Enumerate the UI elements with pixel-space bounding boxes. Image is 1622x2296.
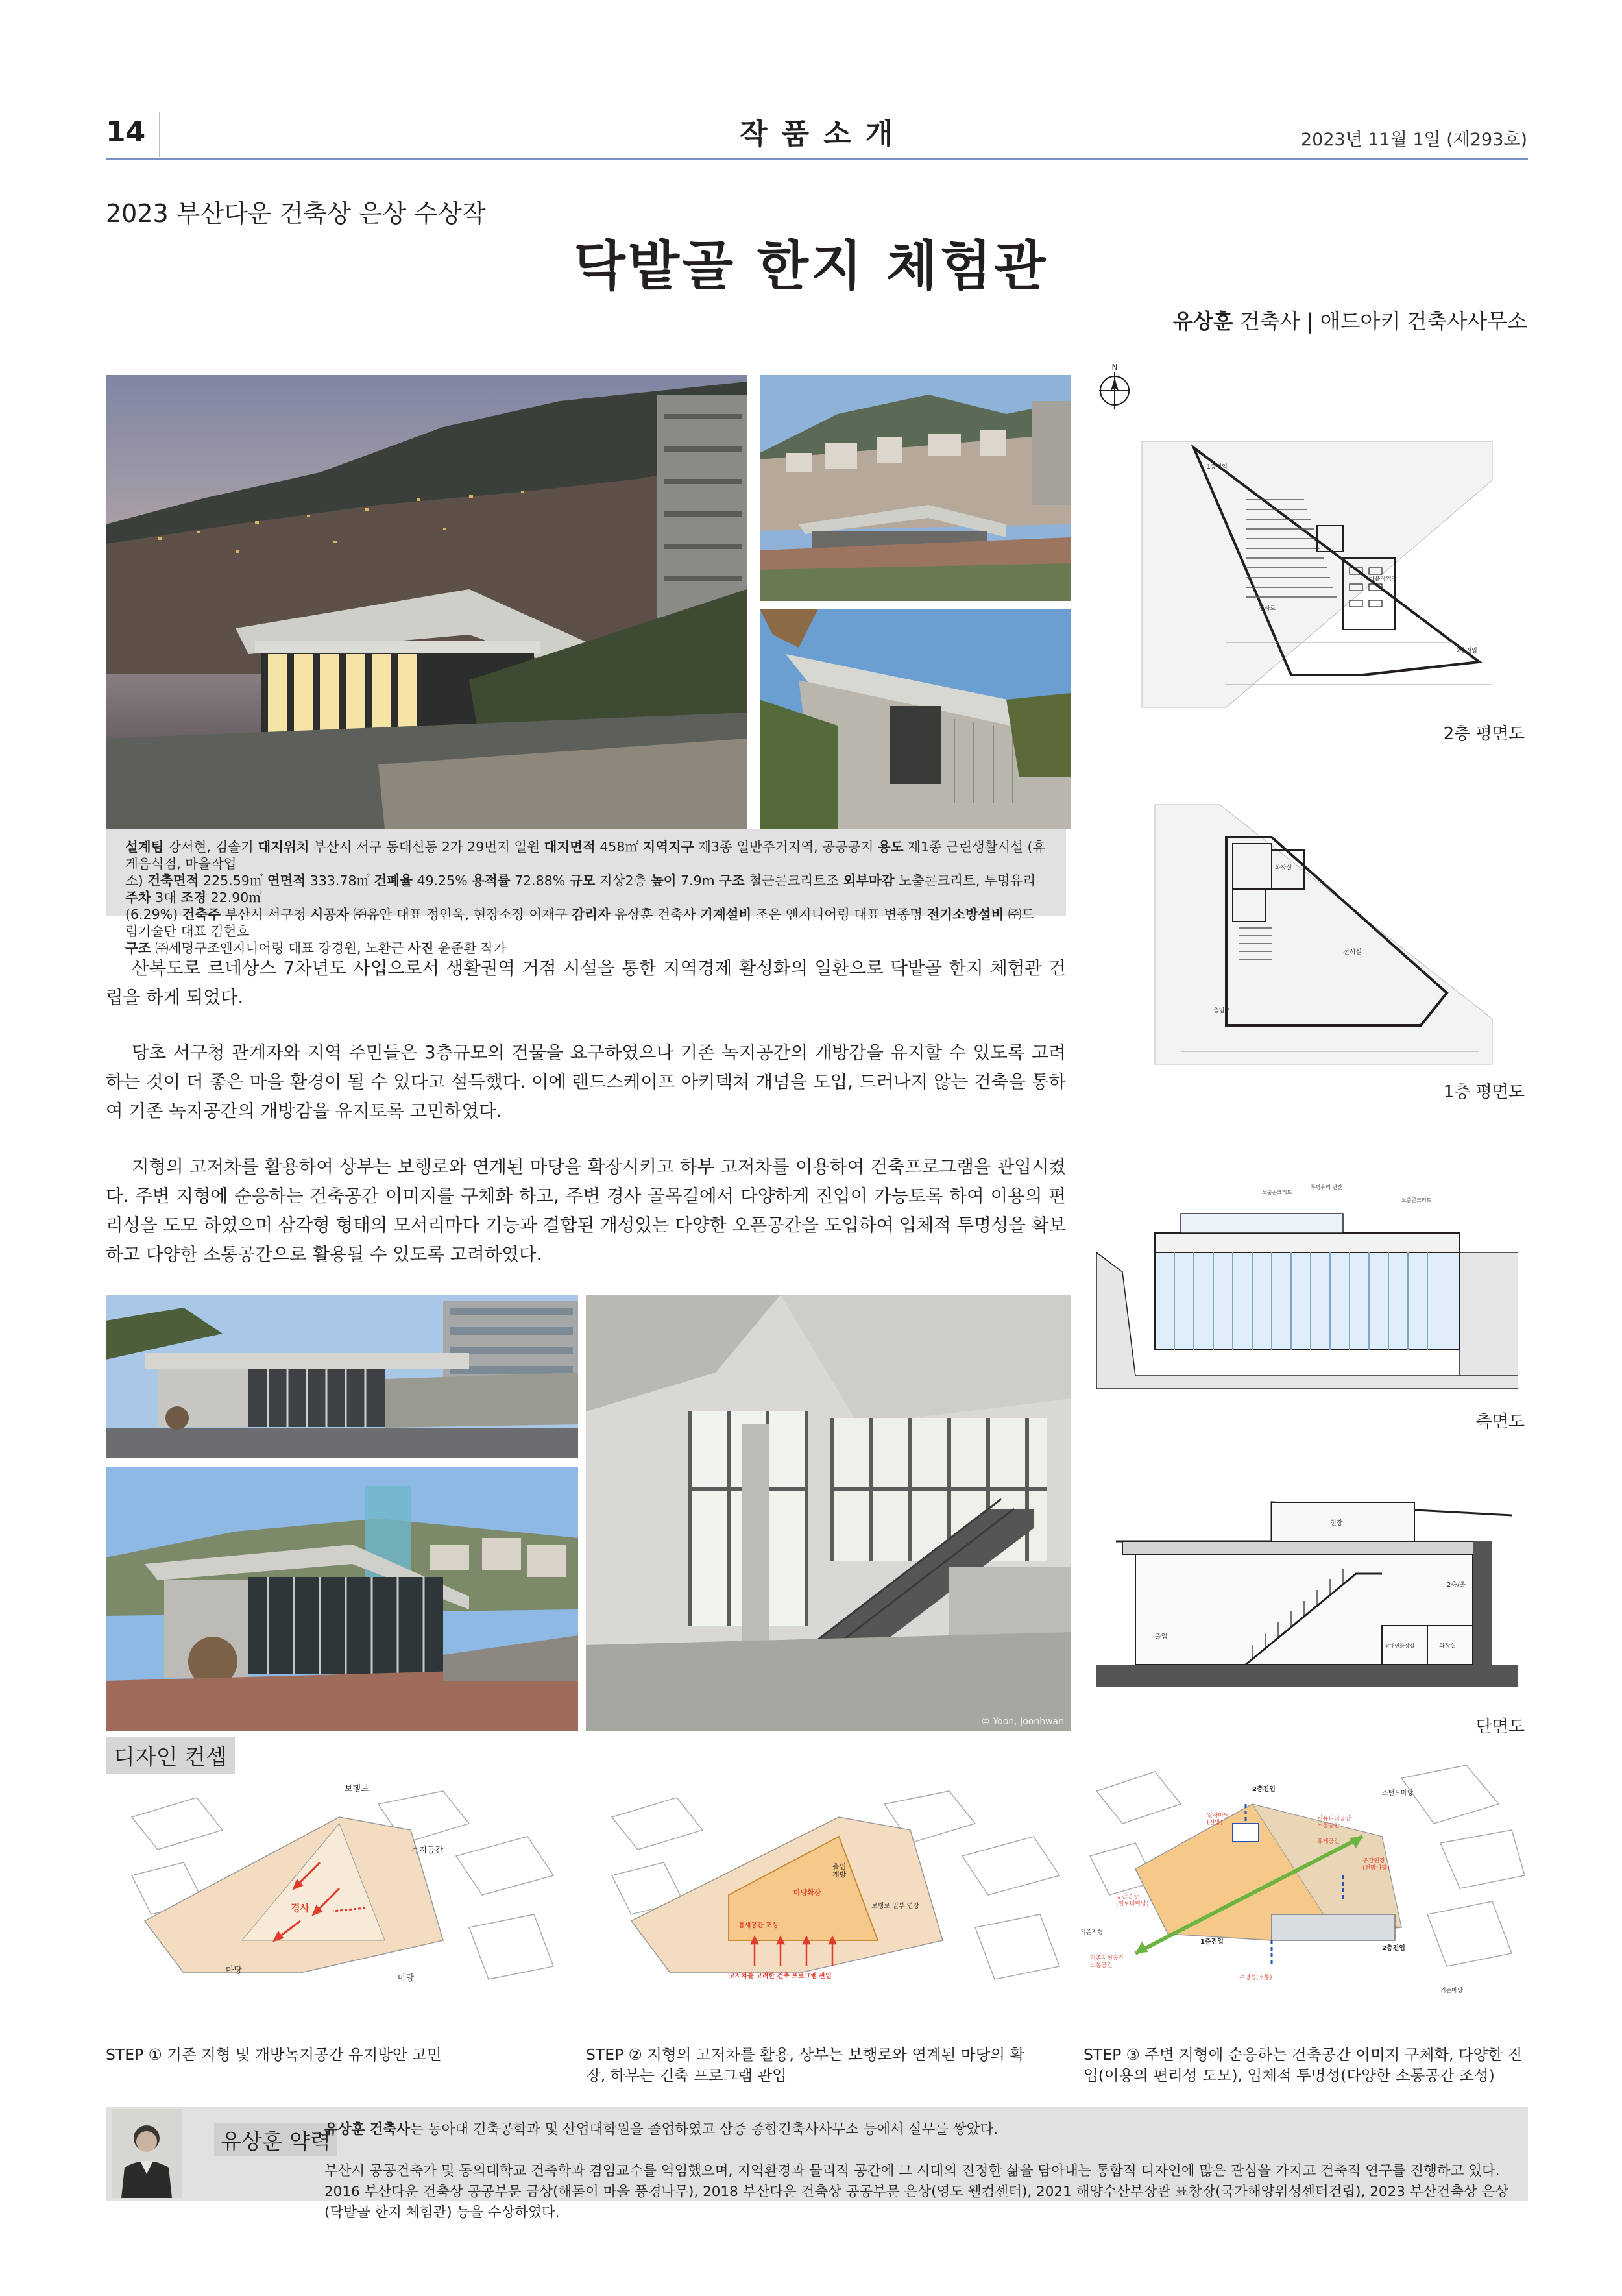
- credit-value: ㈜세명구조엔지니어링 대표 강경원, 노환근: [151, 940, 408, 956]
- bio-line-1: [324, 2119, 1518, 2140]
- d3-label-6: 공간연장 (전망마당): [1362, 1858, 1390, 1872]
- credit-key: 대지면적: [544, 839, 596, 855]
- credit-value: ㈜드림기술단 대표 김헌호: [125, 907, 1035, 939]
- article-kicker: 2023 부산다운 건축상 은상 수상작: [106, 199, 486, 228]
- plan1-room-2: 출입구: [1213, 1008, 1231, 1014]
- d3-label-4: 커뮤니티공간 소통공간: [1317, 1816, 1351, 1829]
- plan-1f-label: 1층 평면도: [1443, 1082, 1525, 1102]
- concept-step-2: STEP ② 지형의 고저차를 활용, 상부는 보행로와 연계된 마당의 확장, 하부는 건축 프로그램 관입: [586, 2046, 1025, 2084]
- d3-label-9: 1층진입: [1200, 1938, 1224, 1946]
- d3-label-13: 기존마당: [1440, 1988, 1463, 1994]
- credit-key: 용적률: [472, 873, 511, 888]
- credit-key: 외부마감: [843, 873, 895, 888]
- plan2-room-2: 2층진입: [1457, 648, 1477, 654]
- credit-key: 조경: [180, 890, 207, 905]
- credit-value: 윤준환 작가: [433, 940, 507, 956]
- north-label: N: [1111, 363, 1118, 372]
- body-paragraph-1: 산복도로 르네상스 7차년도 사업으로서 생활권역 거점 시설을 통한 지역경제 활성화의 일환으로 닥밭골 한지 체험관 건립을 하게 되었다.: [106, 958, 1066, 1008]
- bio-line-1-text: 는 동아대 건축공학과 및 산업대학원을 졸업하였고 삼증 종합건축사사무소 등에서 실무를 쌓았다.: [410, 2121, 999, 2138]
- d3-label-11: 기존지형공간 소통공간: [1090, 1955, 1124, 1969]
- credit-value: 72.88%: [510, 873, 570, 888]
- d3-label-10: 2층진입: [1382, 1945, 1405, 1952]
- d1-label-4: 마당: [226, 1966, 243, 1975]
- credit-key: 대지위치: [258, 839, 309, 855]
- d1-label-3: 경사: [291, 1902, 309, 1914]
- photo-stair-entrance: [760, 609, 1071, 829]
- d3-label-1: 2층진입: [1252, 1786, 1276, 1793]
- credits-line-2: [125, 872, 1047, 906]
- bio-line-2: 부산시 공공건축가 및 동의대학교 건축학과 겸임교수를 역임했으며, 지역환경과 물리적 공간에 그 시대의 진정한 삶을 담아내는 통합적 디자인에 많은 관심을 가지고 건축적 연구를 진행하고 있다. 2016 부산다운 건축상 공공부문 금상(해돋이 마을 풍경나무), 2018 부산다운 건축상 공공부문 은상(영도 웰컴센터), 2021 해양수산부장관 표창장(국가해양위성센터건립), 2023 부산건축상 은상(닥밭골 한지 체험관) 등을 수상하였다.: [324, 2163, 1509, 2221]
- concept-diagram-1: [106, 1778, 560, 1999]
- photo-interior-stair: [586, 1295, 1071, 1731]
- section-label: 단면도: [1475, 1717, 1525, 1737]
- credit-key: 설계팀: [125, 839, 164, 855]
- credit-key: 시공자: [310, 907, 349, 922]
- concept-step-3: STEP ③ 주변 지형에 순응하는 건축공간 이미지 구체화, 다양한 진입(이용의 편리성 도모), 입체적 투명성(다양한 소통공간 조성): [1083, 2046, 1523, 2084]
- concept-diagram-3: [1077, 1765, 1525, 1999]
- article-title: 닥밭골 한지 체험관: [574, 236, 1048, 297]
- d2-label-1: 출입 개방: [832, 1862, 847, 1879]
- credit-key: 전기소방설비: [926, 907, 1004, 922]
- credit-value: 부산시 서구청: [221, 907, 311, 922]
- project-credits: [106, 829, 1066, 956]
- d1-label-5: 마당: [398, 1973, 415, 1983]
- section-title: 작품소개: [740, 117, 908, 151]
- credit-value: 49.25%: [412, 873, 472, 888]
- plan1-room-1: 전시실: [1343, 949, 1362, 956]
- credit-value: 유상훈 건축사: [610, 907, 701, 922]
- credit-value: (6.29%): [125, 907, 182, 922]
- concept-diagram-2: [586, 1778, 1066, 1999]
- side-elevation-label: 측면도: [1475, 1412, 1525, 1432]
- byline-name: 유상훈: [1172, 309, 1233, 334]
- credit-key: 지역지구: [642, 839, 694, 855]
- section-room-3: 출입: [1155, 1633, 1168, 1641]
- credit-key: 용도: [877, 839, 904, 855]
- section-room-4: 장애인화장실: [1385, 1643, 1415, 1649]
- credit-value: 부산시 서구 동대신동 2가 29번지 일원: [309, 839, 544, 855]
- d1-label-2: 녹지공간: [411, 1846, 444, 1855]
- plan-1f: [1142, 798, 1505, 1071]
- credit-key: 높이: [650, 873, 677, 888]
- credit-key: 건축면적: [147, 873, 199, 888]
- credit-value: 제1종 근린생활시설 (휴게음식점, 마을작업: [125, 839, 1046, 872]
- issue-date: 2023년 11월 1일 (제293호): [1300, 130, 1527, 150]
- credit-value: 소): [125, 873, 148, 888]
- credit-key: 규모: [569, 873, 596, 888]
- page-number: 14: [106, 116, 146, 149]
- elev-note-3: 노출콘크리트: [1401, 1197, 1432, 1203]
- section-room-1: 천창: [1330, 1520, 1343, 1527]
- credit-key: 구조: [719, 873, 745, 888]
- d3-label-3: 일자마당 (전망): [1207, 1813, 1229, 1826]
- credit-value: ㈜유안 대표 정인욱, 현장소장 이재구: [348, 907, 572, 922]
- credits-line-3: [125, 906, 1047, 940]
- d2-label-5: 고저차를 고려한 건축 프로그램 관입: [729, 1973, 832, 1980]
- photo-credit: © Yoon, Joonhwan: [981, 1716, 1064, 1727]
- credit-value: 3대: [151, 890, 181, 905]
- d1-label-1: 보행로: [345, 1784, 369, 1794]
- credit-value: 조은 엔지니어링 대표 변종명: [751, 907, 927, 922]
- d2-label-3: 보행로 일부 연장: [871, 1903, 919, 1910]
- credit-value: 7.9m: [676, 873, 720, 888]
- credit-value: 제3종 일반주거지역, 공공공지: [694, 839, 878, 855]
- credit-value: 강서현, 김솔기: [163, 839, 258, 855]
- plan-2f: [1129, 428, 1499, 714]
- photo-street-view: [106, 1295, 578, 1458]
- elev-note-1: 노출콘크리트: [1262, 1190, 1292, 1195]
- photo-corner-view: [106, 1467, 578, 1731]
- header-rule: [106, 158, 1528, 160]
- credits-line-1: [125, 838, 1047, 872]
- credit-key: 감리자: [572, 907, 611, 922]
- credit-key: 사진: [407, 940, 434, 956]
- plan2-room-1: 마을작업장: [1369, 576, 1398, 583]
- credit-value: 철근콘크리트조: [744, 873, 843, 888]
- credit-key: 건축주: [182, 907, 221, 922]
- concept-step-1: STEP ① 기존 지형 및 개방녹지공간 유지방안 고민: [106, 2046, 442, 2064]
- plan2-room-4: 경사로: [1259, 605, 1276, 612]
- body-paragraph-3: 지형의 고저차를 활용하여 상부는 보행로와 연계된 마당을 확장시키고 하부 고저차를 이용하여 건축프로그램을 관입시켰다. 주변 지형에 순응하는 건축공간 이미지를 구체화 하고, 주변 경사 골목길에서 다양하게 진입이 가능토록 하여 이용의 편리성을 도모 하였으며 삼각형 형태의 모서리마다 기능과 결합된 개성있는 다양한 오픈공간을 도입하여 입체적 투명성을 확보하고 다양한 소통공간으로 활용될 수 있도록 고려하였다.: [106, 1156, 1066, 1265]
- section-drawing: [1096, 1489, 1518, 1687]
- d2-label-2: 마당확장: [793, 1888, 821, 1897]
- credit-key: 건폐율: [374, 873, 413, 888]
- d2-label-4: 틈새공간 조성: [738, 1922, 779, 1929]
- north-arrow: [1096, 363, 1133, 409]
- d3-label-2: 스탠드마당: [1382, 1790, 1414, 1797]
- credit-value: 노출콘크리트, 투명유리: [894, 873, 1036, 888]
- plan2-room-3: 1층진입: [1207, 464, 1228, 470]
- author-portrait: [112, 2109, 182, 2198]
- photo-day-aerial: [760, 375, 1071, 601]
- credit-value: 333.78㎡: [306, 873, 374, 888]
- design-concept-heading: 디자인 컨셉: [106, 1737, 235, 1774]
- side-elevation: [1096, 1181, 1518, 1389]
- header-divider: [159, 112, 160, 157]
- d3-label-7: 공간연장 (필로티마당): [1116, 1894, 1149, 1907]
- credit-key: 기계설비: [700, 907, 752, 922]
- credit-value: 225.59㎡: [199, 873, 267, 888]
- section-room-5: 화장실: [1439, 1643, 1457, 1650]
- byline-affiliation: 건축사 | 애드아키 건축사사무소: [1233, 309, 1527, 334]
- credit-key: 연면적: [267, 873, 306, 888]
- d3-label-8: 기존지형: [1080, 1929, 1103, 1936]
- credit-value: 지상2층: [595, 873, 651, 888]
- body-paragraph-2: 당초 서구청 관계자와 지역 주민들은 3층규모의 건물을 요구하였으나 기존 녹지공간의 개방감을 유지할 수 있도록 고려하는 것이 더 좋은 마을 환경이 될 수 있다고 설득했다. 이에 랜드스케이프 아키텍쳐 개념을 도입, 드러나지 않는 건축을 통하여 기존 녹지공간의 개방감을 유지토록 고민하였다.: [106, 1042, 1066, 1121]
- d3-label-12: 투명성(소통): [1239, 1975, 1272, 1981]
- article-byline: [1173, 305, 1527, 335]
- section-room-2: 2층/홀: [1447, 1582, 1466, 1589]
- credit-key: 구조: [125, 940, 151, 956]
- bio-heading: 유상훈 약력: [214, 2123, 337, 2156]
- credit-key: 주차: [125, 890, 151, 905]
- photo-night-exterior: [106, 375, 747, 829]
- plan-2f-label: 2층 평면도: [1443, 724, 1525, 744]
- credit-value: 458㎡: [595, 839, 643, 855]
- plan1-room-3: 화장실: [1275, 865, 1292, 872]
- d3-label-5: 휴게공간: [1317, 1838, 1340, 1845]
- elev-note-2: 투명유리 난간: [1311, 1184, 1342, 1190]
- bio-name: 유상훈 건축사: [324, 2121, 411, 2138]
- credit-value: 22.90㎡: [206, 890, 262, 905]
